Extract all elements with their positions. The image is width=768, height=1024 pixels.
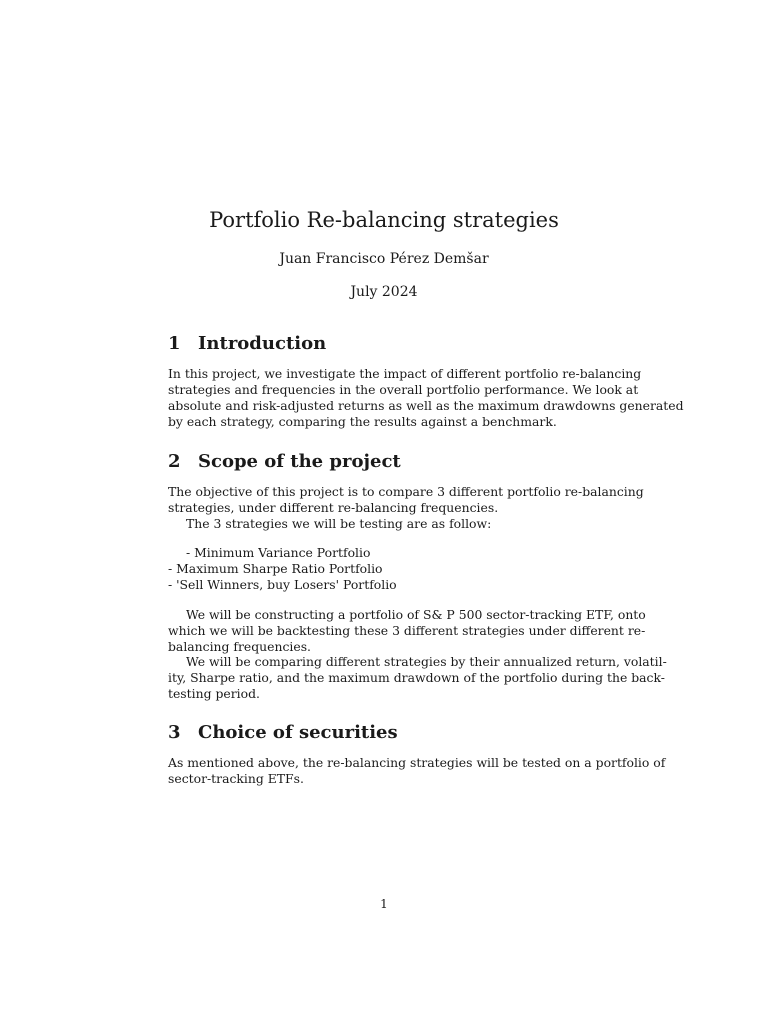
introduction-paragraph <box>168 366 684 430</box>
scope-paragraph-4 <box>168 654 667 702</box>
scope-paragraph-3 <box>168 607 646 655</box>
section-title: Choice of securities <box>198 722 398 743</box>
text-line: ity, Sharpe ratio, and the maximum drawdown of the portfolio during the back- <box>168 670 665 685</box>
list-item: - Minimum Variance Portfolio <box>186 545 371 560</box>
text-line: sector-tracking ETFs. <box>168 771 304 786</box>
text-line: balancing frequencies. <box>168 639 312 654</box>
scope-paragraph-1 <box>168 484 644 532</box>
section-title: Introduction <box>198 333 327 354</box>
text-line: We will be constructing a portfolio of S& P 500 sector-tracking ETF, onto <box>186 607 646 622</box>
list-item: - Maximum Sharpe Ratio Portfolio <box>168 561 383 576</box>
section-number: 1 <box>168 333 181 354</box>
paper-title: Portfolio Re-balancing strategies <box>209 208 559 232</box>
text-line: We will be comparing different strategies by their annualized return, volatil- <box>186 654 667 669</box>
text-line: testing period. <box>168 686 260 701</box>
list-item: - 'Sell Winners, buy Losers' Portfolio <box>168 577 397 592</box>
text-line: which we will be backtesting these 3 different strategies under different re- <box>168 623 646 638</box>
section-title: Scope of the project <box>198 451 401 472</box>
section-number: 3 <box>168 722 181 743</box>
author-name: Juan Francisco Pérez Demšar <box>279 251 489 267</box>
securities-paragraph <box>168 755 666 787</box>
text-line: absolute and risk-adjusted returns as well as the maximum drawdowns generated <box>168 398 684 413</box>
page-number: 1 <box>380 897 388 911</box>
section-number: 2 <box>168 451 181 472</box>
strategy-list <box>168 545 600 593</box>
text-line: strategies, under different re-balancing frequencies. <box>168 500 499 515</box>
text-line: by each strategy, comparing the results against a benchmark. <box>168 414 557 429</box>
text-line: The objective of this project is to compare 3 different portfolio re-balancing <box>168 484 644 499</box>
paper-date: July 2024 <box>350 284 418 300</box>
text-line: The 3 strategies we will be testing are as follow: <box>186 516 492 531</box>
text-line: As mentioned above, the re-balancing strategies will be tested on a portfolio of <box>168 755 666 770</box>
text-line: strategies and frequencies in the overall portfolio performance. We look at <box>168 382 639 397</box>
section-heading-introduction <box>168 332 326 356</box>
text-line: In this project, we investigate the impact of different portfolio re-balancing <box>168 366 642 381</box>
section-heading-scope <box>168 450 401 474</box>
section-heading-choice-of-securities <box>168 721 398 745</box>
